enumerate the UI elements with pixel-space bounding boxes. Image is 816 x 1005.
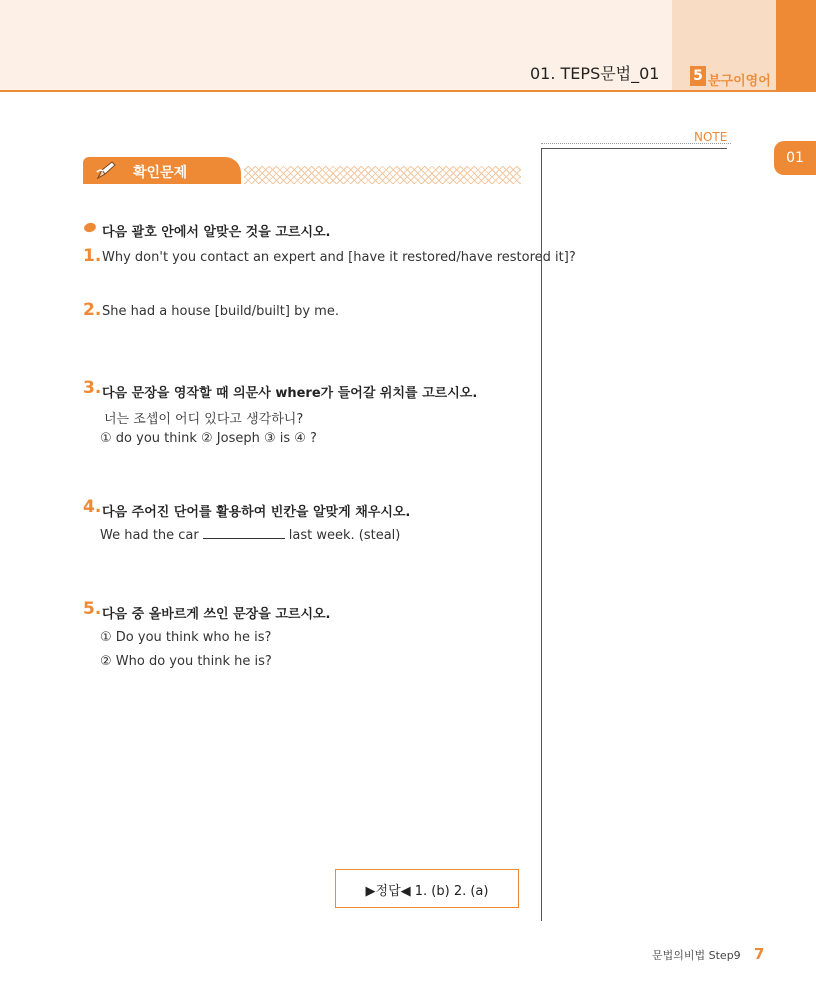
- footer-book-title: 문법의비법 Step9: [652, 949, 741, 962]
- question-1-number: 1.: [83, 246, 102, 266]
- question-3-options: ① do you think ② Joseph ③ is ④ ?: [100, 431, 317, 446]
- question-3-korean-sentence: 너는 조셉이 어디 있다고 생각하니?: [104, 412, 304, 427]
- question-4-sentence: [100, 528, 400, 543]
- question-5-option-2: ② Who do you think he is?: [100, 654, 272, 669]
- question-5-number: 5.: [83, 599, 102, 619]
- question-4-number: 4.: [83, 497, 102, 517]
- answer-blank: [203, 538, 285, 539]
- brand-logo: [690, 64, 771, 90]
- pencil-icon: [95, 160, 117, 180]
- page-number: 7: [754, 945, 765, 963]
- question-5-text: 다음 중 올바르게 쓰인 문장을 고르시오.: [102, 607, 331, 622]
- question-4-sentence-before: We had the car: [100, 528, 199, 543]
- section-heading: [83, 157, 241, 184]
- answer-box: [335, 869, 519, 908]
- question-1-text: Why don't you contact an expert and [have it restored/have restored it]?: [102, 250, 576, 265]
- chapter-title: 01. TEPS문법_01: [530, 64, 660, 83]
- question-4-text: 다음 주어진 단어를 활용하여 빈칸을 알맞게 채우시오.: [102, 505, 411, 520]
- note-dotted-rule: [541, 143, 731, 144]
- question-2-text: She had a house [build/built] by me.: [102, 304, 339, 319]
- header-divider: [0, 90, 816, 92]
- question-3-text: 다음 문장을 영작할 때 의문사 where가 들어갈 위치를 고르시오.: [102, 386, 478, 401]
- note-label: NOTE: [694, 130, 728, 144]
- logo-text: 분구이영어: [708, 74, 771, 89]
- bullet-icon: [83, 222, 97, 234]
- logo-mark: 5: [690, 66, 706, 86]
- instruction-text: 다음 괄호 안에서 알맞은 것을 고르시오.: [102, 225, 331, 240]
- header-side-bar: [776, 0, 816, 91]
- question-4-sentence-after: last week. (steal): [288, 528, 401, 543]
- answer-text: ▶정답◀ 1. (b) 2. (a): [365, 884, 489, 899]
- section-title: 확인문제: [133, 165, 188, 181]
- chapter-side-tab: 01: [774, 141, 816, 175]
- section-hatch-pattern: [244, 166, 521, 184]
- question-2-number: 2.: [83, 300, 102, 320]
- question-3-number: 3.: [83, 378, 102, 398]
- question-5-option-1: ① Do you think who he is?: [100, 630, 272, 645]
